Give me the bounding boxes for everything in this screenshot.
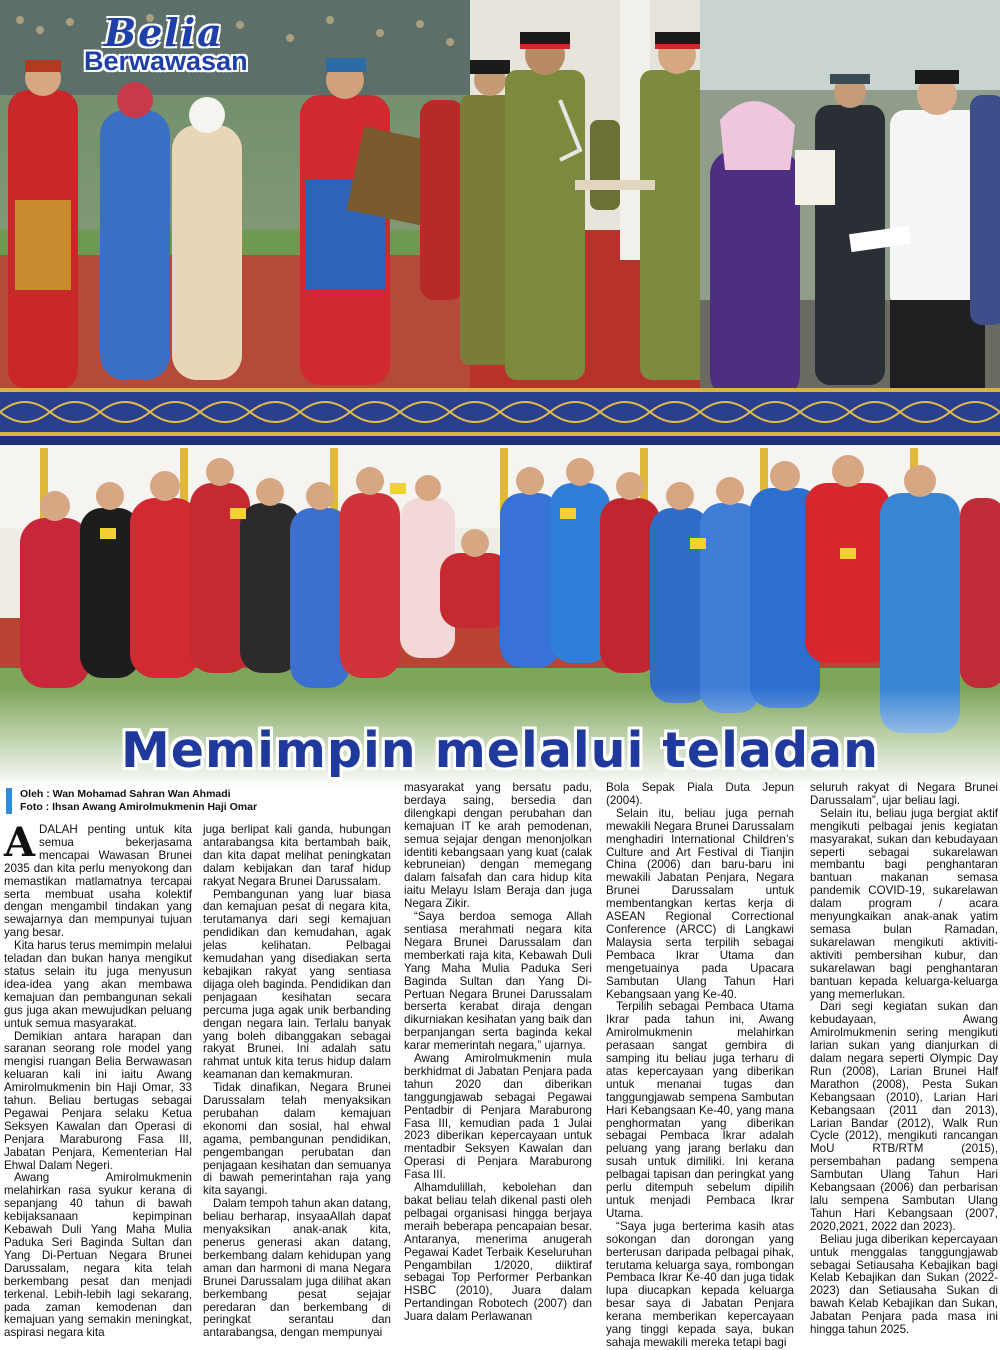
article-column-3: [404, 781, 592, 1324]
byline-author: Oleh : Wan Mohamad Sahran Wan Ahmadi: [20, 788, 231, 800]
paragraph: Awang Amirolmukmenin melahirkan rasa syukur kerana di sepanjang 40 tahun di bawah kebijaksanaan kepimpinan Kebawah Duli Yang Maha Mulia Paduka Seri Baginda Sultan dan Yang Di-Pertuan Negara Brunei Darussalam, negara kita telah berkembang pesat dan menjadi terkenal. Lebih-lebih lagi sekarang, pada zaman kemodenan dan kemajuan yang semakin meningkat, aspirasi negara kita: [4, 1171, 192, 1340]
paragraph: DALAH penting untuk kita semua bekerjasama mencapai Wawasan Brunei 2035 dan kita perlu menyokong dan memastikan matlamatnya tercapai serta membuat usaha kolektif dengan mengambil tindakan yang sewajarnya dan mempunyai tujuan yang besar.: [4, 823, 192, 940]
byline: [6, 788, 396, 814]
logo-belia: Belia: [104, 10, 224, 55]
magazine-logo: [84, 10, 284, 76]
article-column-1: [4, 819, 192, 1340]
paragraph: Beliau juga diberikan kepercayaan untuk menggalas tanggungjawab sebagai Setiausaha Kebajikan bagi Kelab Kebajikan dan Sukan (2022-2023) dan Setiausaha Sukan di bawah Kelab Kebajikan dan Sukan, Jabatan Penjara pada masa ini hingga tahun 2025.: [810, 1232, 998, 1337]
paragraph: Pembangunan yang luar biasa dan kemajuan pesat di negara kita, terutamanya dari segi kemajuan pendidikan dan kemudahan, agak jelas kelihatan. Pelbagai kemudahan yang disediakan serta kebajikan rakyat yang sentiasa dijaga oleh baginda. Pendidikan dan penjagaan kesihatan secara percuma juga agak unik berbanding dengan negara lain. Terlalu banyak yang boleh dibanggakan sebagai rakyat Brunei. Ini adalah satu rahmat untuk kita terus hidup dalam keamanan dan kemakmuran.: [203, 887, 391, 1082]
article-headline: Memimpin melalui teladan: [121, 722, 879, 779]
paragraph: masyarakat yang bersatu padu, berdaya saing, bersedia dan dilengkapi dengan perubahan dan kemajuan IT ke arah pemodenan, semua sejajar dengan menonjolkan identiti kebangsaan yang kuat (calak kebruneian) dengan memegang dalam falsafah dan cara hidup kita iaitu Melayu Islam Beraja dan juga Negara Zikir.: [404, 781, 592, 911]
photo-award-presentation: [470, 0, 725, 400]
paragraph: Bola Sepak Piala Duta Jepun (2004).: [606, 781, 794, 807]
paragraph: Dari segi kegiatan sukan dan kebudayaan, Awang Amirolmukmenin sering mengikuti larian sukan yang dianjurkan di dalam negara seperti Olympic Day Run (2008), Larian Brunei Half Marathon (2008), Pesta Sukan Kebangsaan (2010), Larian Hari Kebangsaan (2011 dan 2013), Larian Bandar (2012), Walk Run Cycle (2012), mengikuti rancangan MoU RTB/RTM (2015), persembahan padang sempena Sambutan Ulang Tahun Hari Kebangsaan (2006) dan perbarisan lalu sempena Sambutan Ulang Tahun Hari Kebangsaan (2007, 2020,2021, 2022 dan 2023).: [810, 1000, 998, 1233]
logo-berwawasan: Berwawasan: [84, 46, 248, 76]
article-column-4: [606, 781, 794, 1349]
paragraph: “Saya juga berterima kasih atas sokongan dan dorongan yang berterusan daripada pelbagai pihak, terutama keluarga saya, rombongan Pembaca Ikrar Ke-40 dan juga tidak lupa diucapkan kepada keluarga besar saya di Jabatan Penjara kerana memberikan kepercayaan yang tinggi kepada saya, bukan sahaja mewakili mereka tetapi bagi: [606, 1219, 794, 1349]
paragraph: Alhamdulillah, kebolehan dan bakat beliau telah dikenal pasti oleh pelbagai organisasi hingga berjaya meraih beberapa pencapaian besar. Antaranya, menerima anugerah Pegawai Kadet Terbaik Keseluruhan Pengambilan 1/2020, diiktiraf sebagai Top Performer Perbankan HSBC (2010), Juara dalam Pertandingan Robotech (2007) dan Juara dalam Perlawanan: [404, 1181, 592, 1324]
paragraph: Kita harus terus memimpin melalui teladan dan bukan hanya mengikut status selain itu juga menyusun idea-idea yang akan membawa kemajuan dan pembangunan sekali gus juga akan mewujudkan peluang untuk semua masyarakat.: [4, 939, 192, 1030]
paragraph: Tidak dinafikan, Negara Brunei Darussalam telah menyaksikan perubahan dalam kemajuan ekonomi dan sosial, hal ehwal agama, pembangunan pendidikan, pengembangan perubatan dan penjagaan kesihatan dan semuanya di bawah pemerintahan raja yang kita sayangi.: [203, 1081, 391, 1198]
paragraph: “Saya berdoa semoga Allah sentiasa merahmati negara kita Negara Brunei Darussalam dan memberkati raja kita, Kebawah Duli Yang Maha Mulia Paduka Seri Baginda Sultan dan Yang Di-Pertuan Negara Brunei Darussalam berserta kerabat diraja dengan dikurniakan kesihatan yang baik dan berpanjangan serta baginda kekal karar memerintah negara,” ujarnya.: [404, 910, 592, 1053]
paragraph: Awang Amirolmukmenin mula berkhidmat di Jabatan Penjara pada tahun 2020 dan diberikan tanggungjawab sebagai Pegawai Pentadbir di Penjara Maraburong Fasa III, kemudian pada 1 Julai 2023 diberikan kepercayaan untuk mentadbir Seksyen Kawalan dan Operasi di Penjara Maraburong Fasa III.: [404, 1052, 592, 1182]
paragraph: juga berlipat kali ganda, hubungan antarabangsa kita bertambah baik, dan kita dapat melihat peningkatan dalam kebijakan dan taraf hidup rakyat Negara Brunei Darussalam.: [203, 823, 391, 888]
ornament-band: [0, 388, 1000, 436]
dropcap-letter: A: [4, 819, 36, 866]
article-column-2: [203, 823, 391, 1340]
paragraph: Demikian antara harapan dan saranan seorang role model yang mengisi ruangan Belia Berwawasan keluaran kali ini iaitu Awang Amirolmukmenin bin Haji Omar, 33 tahun. Beliau bertugas sebagai Pegawai Penjara selaku Ketua Seksyen Kawalan dan Operasi di Penjara Maraburong Fasa III, Jabatan Penjara, Kementerian Hal Ehwal Dalam Negeri.: [4, 1029, 192, 1172]
photo-volunteer-activity: [700, 0, 1000, 400]
paragraph: Selain itu, beliau juga bergiat aktif mengikuti pelbagai jenis kegiatan masyarakat, sukan dan kebudayaan seperti sebagai sukarelawan membantu bagi penghantaran bantuan makanan semasa pandemik COVID-19, sukarelawan dalam program / acara menyungkaikan anak-anak yatim semasa bulan Ramadan, sukarelawan mengikuti aktiviti-aktiviti pembersihan kubur, dan sukarelawan bagi penghantaran bantuan kepada keluarga-keluarga yang memerlukan.: [810, 806, 998, 1001]
paragraph: Dalam tempoh tahun akan datang, beliau berharap, insyaaAllah dapat menyaksikan anak-anak kita, penerus generasi akan datang, berkembang dalam kehidupan yang aman dan harmoni di mana Negara Brunei Darussalam juga dilihat akan berkembang pesat sejajar peredaran dan berkembang di peringkat serantau dan antarabangsa, dengan mempunyai: [203, 1197, 391, 1340]
paragraph: seluruh rakyat di Negara Brunei Darussalam”, ujar beliau lagi.: [810, 781, 998, 807]
paragraph: Terpilih sebagai Pembaca Utama Ikrar pada tahun ini, Awang Amirolmukmenin melahirkan perasaan sangat gembira di samping itu beliau juga terharu di atas kepercayaan yang diberikan untuk menanai tugas dan tanggungjawab sempena Sambutan Hari Kebangsaan Ke-40, yang mana penghormatan yang diberikan sebagai Pembaca Ikrar adalah peluang yang jarang berlaku dan susah untuk dimiliki. Ini kerana pelbagai tapisan dan peringkat yang perlu ditempuh sebelum dipilih untuk menjadi Pembaca Ikrar Utama.: [606, 1000, 794, 1220]
article-column-5: [810, 781, 998, 1337]
ornament-pattern: [0, 392, 1000, 432]
paragraph: Selain itu, beliau juga pernah mewakili Negara Brunei Darussalam menghadiri International Children’s Culture and Art Festival di Tianjin China (2006) dan baru-baru ini mewakili Jabatan Penjara, Negara Brunei Darussalam untuk membentangkan kertas kerja di ASEAN Regional Correctional Conference (ARCC) di Langkawi Malaysia serta terpilih sebagai Pembaca Ikrar Utama dan mengetuainya pada Upacara Sambutan Ulang Tahun Hari Kebangsaan yang Ke-40.: [606, 806, 794, 1001]
byline-photo-credit: Foto : Ihsan Awang Amirolmukmenin Haji Omar: [20, 801, 258, 813]
